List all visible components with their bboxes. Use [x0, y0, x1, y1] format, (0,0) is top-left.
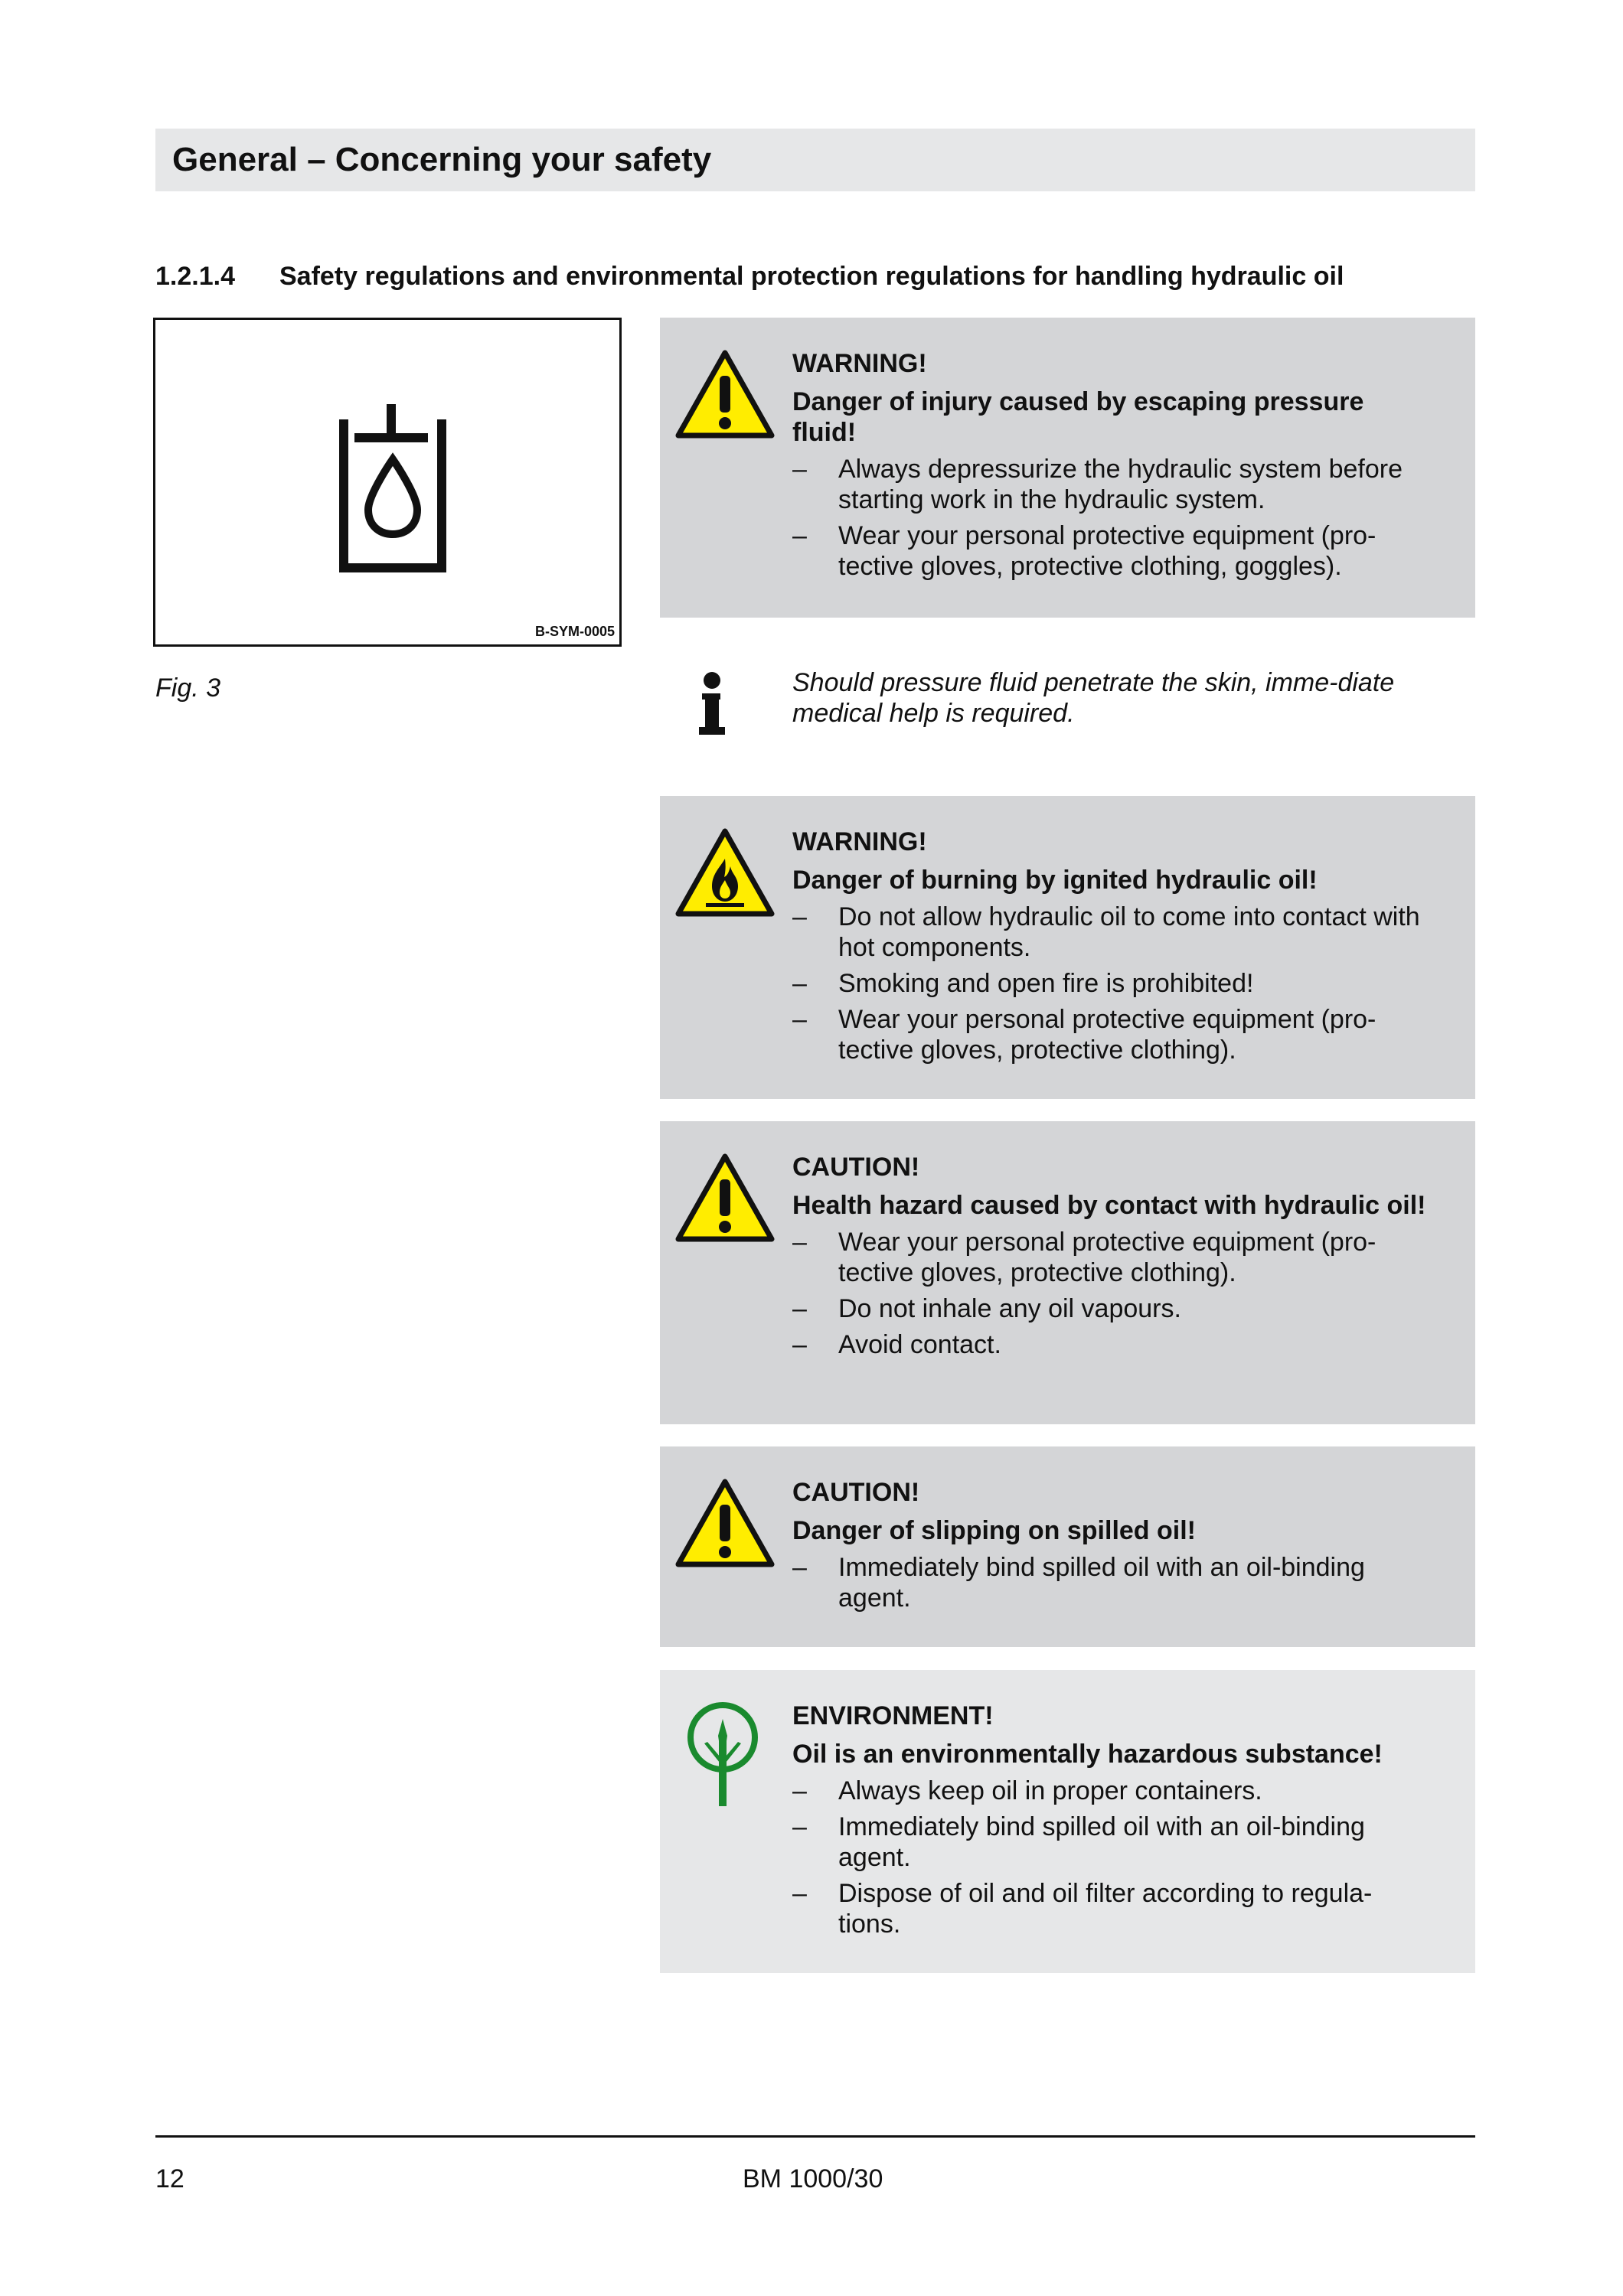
info-note-text: Should pressure fluid penetrate the skin, imme-diate medical help is required.: [792, 668, 1395, 728]
caution-notice-health-hazard: [660, 1121, 1475, 1424]
list-item: – Smoking and open fire is prohibited!: [792, 969, 1254, 998]
section-number: 1.2.1.4: [155, 262, 235, 291]
document-code: BM 1000/30: [743, 2164, 883, 2193]
notice-heading: CAUTION!: [792, 1478, 920, 1507]
notice-subheading: Oil is an environmentally hazardous substance!: [792, 1740, 1383, 1769]
list-item: – Dispose of oil and oil filter according to regula-tions.: [792, 1879, 1373, 1939]
list-item: – Immediately bind spilled oil with an oil-binding agent.: [792, 1553, 1365, 1613]
list-item: – Always depressurize the hydraulic system before starting work in the hydraulic system.: [792, 455, 1403, 514]
list-item: – Wear your personal protective equipment (pro-tective gloves, protective clothing, goggles).: [792, 521, 1376, 581]
figure-box: [153, 318, 622, 647]
list-item: – Always keep oil in proper containers.: [792, 1776, 1262, 1805]
list-item: – Wear your personal protective equipment (pro-tective gloves, protective clothing).: [792, 1228, 1376, 1287]
page-number: 12: [155, 2164, 185, 2193]
info-icon: [693, 672, 731, 735]
notice-subheading: Danger of slipping on spilled oil!: [792, 1516, 1196, 1545]
warning-triangle-icon: [675, 1153, 775, 1242]
notice-subheading: Health hazard caused by contact with hydraulic oil!: [792, 1191, 1426, 1220]
list-item: – Immediately bind spilled oil with an oil-binding agent.: [792, 1812, 1365, 1872]
fire-warning-icon: [675, 828, 775, 917]
warning-notice-burning: [660, 796, 1475, 1099]
caution-notice-slipping: [660, 1446, 1475, 1647]
figure-caption: Fig. 3: [155, 673, 221, 703]
list-item: – Do not allow hydraulic oil to come into contact with hot components.: [792, 902, 1420, 962]
section-title: Safety regulations and environmental protection regulations for handling hydraulic oil: [279, 262, 1344, 291]
notice-subheading: Danger of burning by ignited hydraulic oil!: [792, 866, 1318, 895]
warning-notice-pressure-fluid: [660, 318, 1475, 618]
page-header: [155, 129, 1475, 191]
environment-notice-oil: [660, 1670, 1475, 1973]
figure-code: B-SYM-0005: [534, 624, 615, 639]
notice-heading: WARNING!: [792, 349, 927, 378]
warning-triangle-icon: [675, 1479, 775, 1567]
environment-tree-icon: [684, 1702, 761, 1806]
notice-subheading: Danger of injury caused by escaping pressure fluid!: [792, 387, 1364, 447]
list-item: – Do not inhale any oil vapours.: [792, 1294, 1181, 1323]
page-header-title: General – Concerning your safety: [172, 141, 712, 178]
hydraulic-oil-symbol-icon: [339, 404, 446, 572]
footer-divider: [155, 2135, 1475, 2138]
warning-triangle-icon: [675, 350, 775, 439]
notice-heading: CAUTION!: [792, 1153, 920, 1182]
notice-heading: WARNING!: [792, 827, 927, 856]
notice-heading: ENVIRONMENT!: [792, 1701, 994, 1730]
list-item: – Wear your personal protective equipment (pro-tective gloves, protective clothing).: [792, 1005, 1376, 1065]
list-item: – Avoid contact.: [792, 1330, 1001, 1359]
